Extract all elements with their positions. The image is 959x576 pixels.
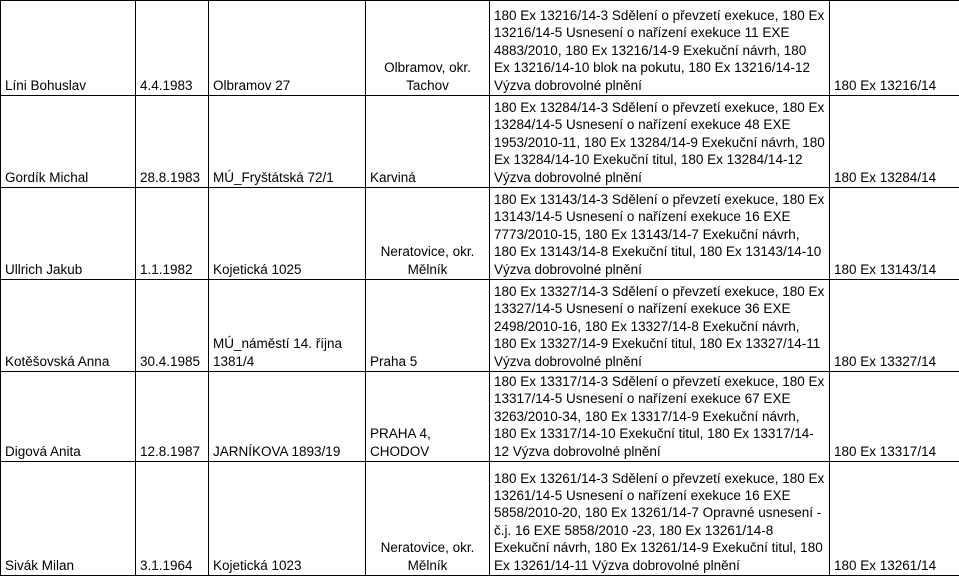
- name-cell: Gordík Michal: [1, 96, 136, 188]
- address-cell: JARNÍKOVA 1893/19: [209, 372, 366, 462]
- birth-date-cell: 30.4.1985: [136, 280, 209, 372]
- table-row: [1, 1, 959, 96]
- birth-date-cell: 12.8.1987: [136, 372, 209, 462]
- file-number-cell: 180 Ex 13261/14: [830, 462, 959, 576]
- city-cell: PRAHA 4, CHODOV: [366, 372, 490, 462]
- birth-date-cell: 1.1.1982: [136, 188, 209, 280]
- city-cell: Neratovice, okr. Mělník: [366, 462, 490, 576]
- birth-date-cell: 28.8.1983: [136, 96, 209, 188]
- address-cell: MÚ_náměstí 14. října 1381/4: [209, 280, 366, 372]
- table-row: [1, 372, 959, 462]
- documents-cell: 180 Ex 13216/14-3 Sdělení o převzetí exekuce, 180 Ex 13216/14-5 Usnesení o nařízení exekuce 11 EXE 4883/2010, 180 Ex 13216/14-9 Exekuční návrh, 180 Ex 13216/14-10 blok na pokutu, 180 Ex 13216/14-12 Výzva dobrovolné plnění: [490, 1, 830, 96]
- table-row: [1, 462, 959, 576]
- file-number-cell: 180 Ex 13284/14: [830, 96, 959, 188]
- name-cell: Kotěšovská Anna: [1, 280, 136, 372]
- table-row: [1, 96, 959, 188]
- file-number-cell: 180 Ex 13327/14: [830, 280, 959, 372]
- address-cell: Kojetická 1025: [209, 188, 366, 280]
- name-cell: Ullrich Jakub: [1, 188, 136, 280]
- documents-cell: 180 Ex 13143/14-3 Sdělení o převzetí exekuce, 180 Ex 13143/14-5 Usnesení o nařízení exekuce 16 EXE 7773/2010-15, 180 Ex 13143/14-7 Exekuční návrh, 180 Ex 13143/14-8 Exekuční titul, 180 Ex 13143/14-10 Výzva dobrovolné plnění: [490, 188, 830, 280]
- birth-date-cell: 3.1.1964: [136, 462, 209, 576]
- birth-date-cell: 4.4.1983: [136, 1, 209, 96]
- city-cell: Karviná: [366, 96, 490, 188]
- address-cell: Olbramov 27: [209, 1, 366, 96]
- address-cell: Kojetická 1023: [209, 462, 366, 576]
- city-cell: Neratovice, okr. Mělník: [366, 188, 490, 280]
- city-cell: Praha 5: [366, 280, 490, 372]
- name-cell: Digová Anita: [1, 372, 136, 462]
- name-cell: Líni Bohuslav: [1, 1, 136, 96]
- documents-cell: 180 Ex 13261/14-3 Sdělení o převzetí exekuce, 180 Ex 13261/14-5 Usnesení o nařízení exekuce 16 EXE 5858/2010-20, 180 Ex 13261/14-7 Opravné usnesení - č.j. 16 EXE 5858/2010 -23, 180 Ex 13261/14-8 Exekuční návrh, 180 Ex 13261/14-9 Exekuční titul, 180 Ex 13261/14-11 Výzva dobrovolné plnění: [490, 462, 830, 576]
- table-row: [1, 280, 959, 372]
- file-number-cell: 180 Ex 13317/14: [830, 372, 959, 462]
- documents-cell: 180 Ex 13317/14-3 Sdělení o převzetí exekuce, 180 Ex 13317/14-5 Usnesení o nařízení exekuce 67 EXE 3263/2010-34, 180 Ex 13317/14-9 Exekuční návrh, 180 Ex 13317/14-10 Exekuční titul, 180 Ex 13317/14-12 Výzva dobrovolné plnění: [490, 372, 830, 462]
- file-number-cell: 180 Ex 13143/14: [830, 188, 959, 280]
- name-cell: Sivák Milan: [1, 462, 136, 576]
- documents-cell: 180 Ex 13327/14-3 Sdělení o převzetí exekuce, 180 Ex 13327/14-5 Usnesení o nařízení exekuce 36 EXE 2498/2010-16, 180 Ex 13327/14-8 Exekuční návrh, 180 Ex 13327/14-9 Exekuční titul, 180 Ex 13327/14-11 Výzva dobrovolné plnění: [490, 280, 830, 372]
- city-cell: Olbramov, okr. Tachov: [366, 1, 490, 96]
- documents-cell: 180 Ex 13284/14-3 Sdělení o převzetí exekuce, 180 Ex 13284/14-5 Usnesení o nařízení exekuce 48 EXE 1953/2010-11, 180 Ex 13284/14-9 Exekuční návrh, 180 Ex 13284/14-10 Exekuční titul, 180 Ex 13284/14-12 Výzva dobrovolné plnění: [490, 96, 830, 188]
- file-number-cell: 180 Ex 13216/14: [830, 1, 959, 96]
- table-row: [1, 188, 959, 280]
- address-cell: MÚ_Fryštátská 72/1: [209, 96, 366, 188]
